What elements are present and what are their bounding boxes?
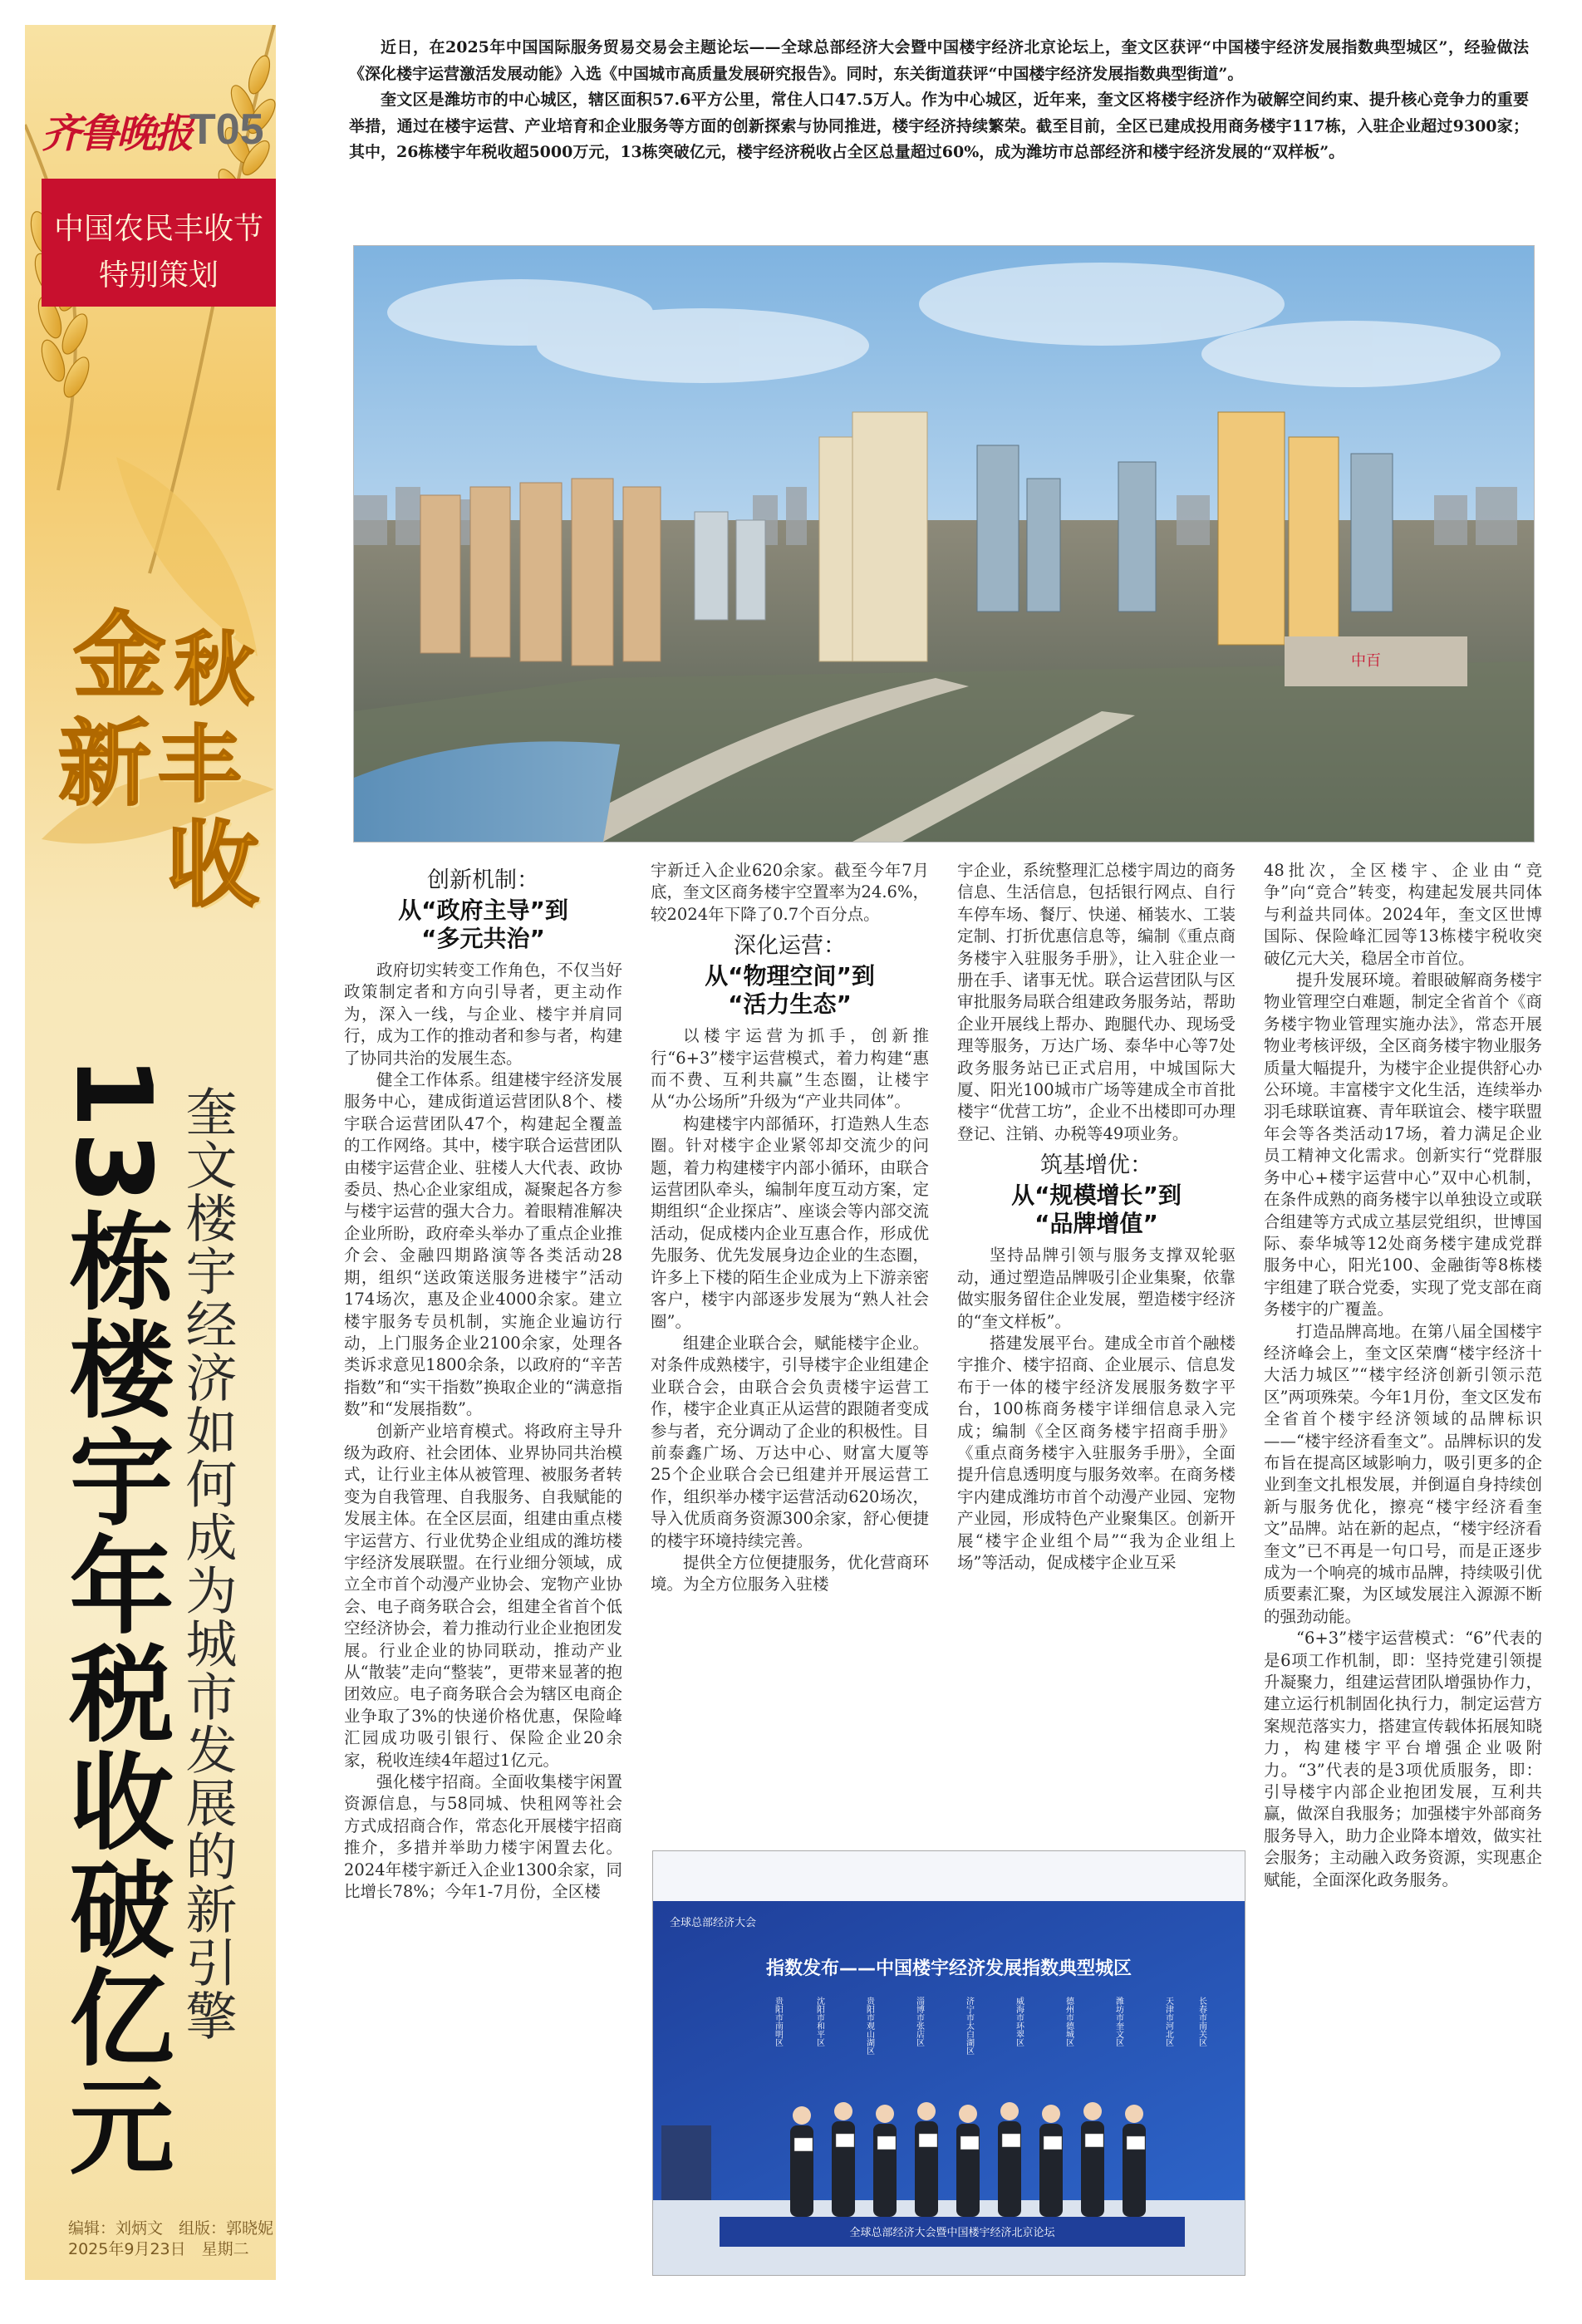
district-label: 济宁市太白湖区 [964, 1997, 974, 2055]
campaign-logo-char: 丰 [158, 715, 241, 813]
campaign-logo-char: 金 [73, 602, 166, 710]
sub-headline: 奎文楼宇经济如何成为城市发展的新引擎 [177, 1085, 238, 2042]
campaign-logo-char: 收 [166, 811, 259, 920]
district-label: 沈阳市和平区 [814, 1997, 824, 2046]
section3-title-line2: “品牌增值” [1034, 1210, 1158, 1238]
paper-logo: 齐鲁晚报 [42, 111, 192, 157]
credits-editor: 编辑：刘炳文 组版：郭晓妮 [68, 2219, 274, 2238]
section3-title-line1: 从“规模增长”到 [1011, 1182, 1182, 1210]
article-column-2 [651, 860, 929, 1596]
district-label: 德州市德城区 [1064, 1997, 1074, 2046]
district-label: 潍坊市奎文区 [1113, 1997, 1123, 2046]
district-label: 贵阳市南明区 [773, 1997, 783, 2046]
conference-photo [652, 1850, 1245, 2276]
article-column-3 [957, 860, 1236, 1574]
section2-paragraph-1: 以楼宇运营为抓手，创新推行“6+3”楼宇运营模式，着力构建“惠而不费、互利共赢”生态圈，让楼宇从“办公场所”升级为“产业共同体”。 [651, 1026, 929, 1112]
people-on-stage [790, 2102, 1146, 2217]
district-label: 天津市河北区 [1163, 1997, 1173, 2046]
section3-title [957, 1182, 1236, 1238]
conference-stage-illustration [653, 1851, 1245, 2275]
campaign-logo-char: 新 [58, 710, 151, 818]
stage-logo-label: 全球总部经济大会 [670, 1917, 757, 1929]
column4-paragraph-1: 提升发展环境。着眼破解商务楼宇物业管理空白难题，制定全省首个《商务楼宇物业管理实施办法》，常态开展物业考核评级，全区商务楼宇物业服务质量大幅提升，为楼宇企业提供舒心办公环境。丰富楼宇文化生活，连续举办羽毛球联谊赛、青年联谊会、楼宇联盟年会等各类活动17场，着力满足企业员工精神文化需求。创新实行“党群服务中心+楼宇运营中心”双中心机制，在条件成熟的商务楼宇以单独设立或联合组建等方式成立基层党组织，世博国际、泰华城等12处商务楼宇建成党群服务中心，阳光100、金融街等8栋楼宇组建了联合党委，实现了党支部在商务楼宇的广覆盖。 [1264, 970, 1542, 1319]
main-headline: 13栋楼宇年税收破亿元 [52, 1055, 174, 2180]
column3-continuation: 宇企业，系统整理汇总楼宇周边的商务信息、生活信息，包括银行网点、自行车停车场、餐厅、快递、桶装水、工装定制、打折优惠信息等，编制《重点商务楼宇入驻服务手册》，让入驻企业一册在手、诸事无忧。联合运营团队与区审批服务局联合组建政务服务站，帮助企业开展线上帮办、跑腿代办、现场受理等服务，万达广场、泰华中心等7处政务服务站已正式启用，中城国际大厦、阳光100城市广场等建成全市首批楼宇“优营工坊”，企业不出楼即可办理登记、注销、办税等49项业务。 [957, 861, 1236, 1143]
page-number: T05 [189, 106, 264, 154]
section3-paragraph-1: 坚持品牌引领与服务支撑双轮驱动，通过塑造品牌吸引企业集聚，依靠做实服务留住企业发展，塑造楼宇经济的“奎文样板”。 [957, 1246, 1236, 1331]
edition-label-line2: 特别策划 [98, 258, 219, 292]
city-skyline-photo [353, 245, 1535, 843]
lead-paragraph-1: 近日，在2025年中国国际服务贸易交易会主题论坛——全球总部经济大会暨中国楼宇经济北京论坛上，奎文区获评“中国楼宇经济发展指数典型城区”，经验做法《深化楼宇运营激活发展动能》入选《中国城市高质量发展研究报告》。同时，东关街道获评“中国楼宇经济发展指数典型街道”。 [349, 38, 1529, 83]
section1-title-line2: “多元共治” [421, 925, 545, 952]
district-label: 长春市南关区 [1196, 1997, 1206, 2046]
section2-title [651, 962, 929, 1019]
section1-title [344, 897, 622, 953]
credits [68, 2218, 273, 2260]
section1-paragraph-1: 政府切实转变工作角色，不仅当好政策制定者和方向引导者，更主动作为，深入一线，与企业、楼宇并肩同行，成为工作的推动者和参与者，构建了协同共治的发展生态。 [344, 961, 622, 1068]
district-label: 贵阳市观山湖区 [864, 1997, 874, 2055]
article-column-4 [1264, 860, 1542, 1891]
stage-screen-title-text: 指数发布——中国楼宇经济发展指数典型城区 [765, 1958, 1132, 1979]
column2-continuation: 宇新迁入企业620余家。截至今年7月底，奎文区商务楼宇空置率为24.6%，较2024年下降了0.7个百分点。 [651, 861, 929, 924]
lead-paragraphs [349, 35, 1529, 166]
stage-label [849, 2226, 1055, 2239]
section2-title-line1: 从“物理空间”到 [705, 962, 875, 990]
stage-screen-title [766, 1958, 1132, 1979]
section1-title-line1: 从“政府主导”到 [398, 897, 568, 924]
district-label: 淄博市张店区 [914, 1997, 924, 2046]
section2-paragraph-3: 组建企业联合会，赋能楼宇企业。对条件成熟楼宇，引导楼宇企业组建企业联合会，由联合会负责楼宇运营工作，楼宇企业真正从运营的跟随者变成参与者，充分调动了企业的积极性。目前泰鑫广场、万达中心、财富大厦等25个企业联合会已组建并开展运营工作，组织举办楼宇运营活动620场次，导入优质商务资源300余家，舒心便捷的楼宇环境持续完善。 [651, 1333, 929, 1550]
section2-paragraph-4: 提供全方位便捷服务，优化营商环境。为全方位服务入驻楼 [651, 1552, 929, 1594]
svg-text:中百: 中百 [1351, 652, 1381, 669]
section2-paragraph-2: 构建楼宇内部循环，打造熟人生态圈。针对楼宇企业紧邻却交流少的问题，着力构建楼宇内部小循环，由联合运营团队牵头，编制年度互动方案，定期组织“企业探店”、座谈会等内部交流活动，促成楼内企业互惠合作，形成优先服务、优先发展身边企业的生态圈，许多上下楼的陌生企业成为上下游亲密客户，楼宇内部逐步发展为“熟人社会圈”。 [651, 1113, 929, 1331]
city-skyline-illustration [354, 246, 1534, 842]
section1-paragraph-4: 强化楼宇招商。全面收集楼宇闲置资源信息，与58同城、快租网等社会方式成招商合作，常态化开展楼宇招商推介，多措并举助力楼宇闲置去化。2024年楼宇新迁入企业1300余家，同比增长78%；今年1-7月份，全区楼 [344, 1772, 622, 1902]
stage-label-text: 全球总部经济大会暨中国楼宇经济北京论坛 [849, 2227, 1055, 2239]
section3-kicker: 筑基增优： [1040, 1152, 1152, 1179]
campaign-logo [58, 573, 276, 922]
edition-label-line1: 中国农民丰收节 [53, 212, 263, 246]
section1-paragraph-2: 健全工作体系。组建楼宇经济发展服务中心，建成街道运营团队8个、楼宇联合运营团队47个，构建起全覆盖的工作网络。其中，楼宇联合运营团队由楼宇运营企业、驻楼人大代表、政协委员、热心企业家组成，凝聚起各方参与楼宇运营的强大合力。着眼精准解决企业所盼，政府牵头举办了重点企业推介会、金融四期路演等各类活动28期，组织“送政策送服务进楼宇”活动174场次，惠及企业4000余家。建立楼宇服务专员机制，实施企业遍访行动，上门服务企业2100余家，处理各类诉求意见1800余条，以政府的“辛苦指数”和“实干指数”换取企业的“满意指数”和“发展指数”。 [344, 1070, 622, 1419]
column4-continuation: 48批次，全区楼宇、企业由“竞争”向“竞合”转变，构建起发展共同体与利益共同体。2024年，奎文区世博国际、保险峰汇园等13栋楼宇税收突破亿元大关，稳居全市首位。 [1264, 861, 1542, 968]
column4-paragraph-3: “6+3”楼宇运营模式：“6”代表的是6项工作机制，即：坚持党建引领提升凝聚力，组建运营团队增强协作力，建立运行机制固化执行力，制定运营方案规范落实力，搭建宣传载体拓展知晓力，构建楼宇平台增强企业吸附力。“3”代表的是3项优质服务，即：引导楼宇内部企业抱团发展，互利共赢，做深自我服务；加强楼宇外部商务服务导入，助力企业降本增效，做实社会服务；主动融入政务资源，实现惠企赋能，全面深化政务服务。 [1264, 1629, 1542, 1889]
stage-logo-text [670, 1916, 756, 1929]
district-label: 威海市环翠区 [1014, 1997, 1024, 2046]
section3-paragraph-2: 搭建发展平台。建成全市首个融楼宇推介、楼宇招商、企业展示、信息发布于一体的楼宇经济发展服务数字平台，100栋商务楼宇详细信息录入完成；编制《全区商务楼宇招商手册》《重点商务楼宇入驻服务手册》，全面提升信息透明度与服务效率。在商务楼宇内建成潍坊市首个动漫产业园、宠物产业园，形成特色产业聚集区。创新开展“楼宇企业组个局”“我为企业组上场”等活动，促成楼宇企业互采 [957, 1333, 1236, 1572]
credits-date: 2025年9月23日 星期二 [68, 2240, 249, 2258]
article-column-1 [344, 860, 622, 1903]
section2-title-line2: “活力生态” [728, 990, 852, 1019]
section2-kicker: 深化运营： [734, 933, 846, 960]
lead-paragraph-2: 奎文区是潍坊市的中心城区，辖区面积57.6平方公里，常住人口47.5万人。作为中心城区，近年来，奎文区将楼宇经济作为破解空间约束、提升核心竞争力的重要举措，通过在楼宇运营、产业培育和企业服务等方面的创新探索与协同推进，楼宇经济持续繁荣。截至目前，全区已建成投用商务楼宇117栋，入驻企业超过9300家；其中，26栋楼宇年税收超5000万元，13栋突破亿元，楼宇经济税收占全区总量超过60%，成为潍坊市总部经济和楼宇经济发展的“双样板”。 [349, 91, 1529, 161]
campaign-logo-char: 秋 [174, 622, 254, 716]
section1-paragraph-3: 创新产业培育模式。将政府主导升级为政府、社会团体、业界协同共治模式，让行业主体从被管理、被服务者转变为自我管理、自我服务、自我赋能的发展主体。在全区层面，组建由重点楼宇运营方、行业优势企业组成的潍坊楼宇经济发展联盟。在行业细分领域，成立全市首个动漫产业协会、宠物产业协会、电子商务联合会，组建全省首个低空经济协会，着力推动行业企业抱团发展。行业企业的协同联动，推动产业从“散装”走向“整装”，更带来显著的抱团效应。电子商务联合会为辖区电商企业争取了3%的快递价格优惠，保险峰汇园成功吸引银行、保险企业20余家，税收连续4年超过1亿元。 [344, 1421, 622, 1770]
section1-kicker: 创新机制： [427, 867, 539, 893]
column4-paragraph-2: 打造品牌高地。在第八届全国楼宇经济峰会上，奎文区荣膺“楼宇经济十大活力城区”“楼宇经济创新引领示范区”两项殊荣。今年1月份，奎文区发布全省首个楼宇经济领域的品牌标识——“楼宇经济看奎文”。品牌标识的发布旨在提高区域影响力，吸引更多的企业到奎文扎根发展，并倒逼自身持续创新与服务优化，擦亮“楼宇经济看奎文”品牌。站在新的起点，“楼宇经济看奎文”已不再是一句口号，而是正逐步成为一个响亮的城市品牌，持续吸引优质要素汇聚，为区域发展注入源源不断的强劲动能。 [1264, 1321, 1542, 1626]
